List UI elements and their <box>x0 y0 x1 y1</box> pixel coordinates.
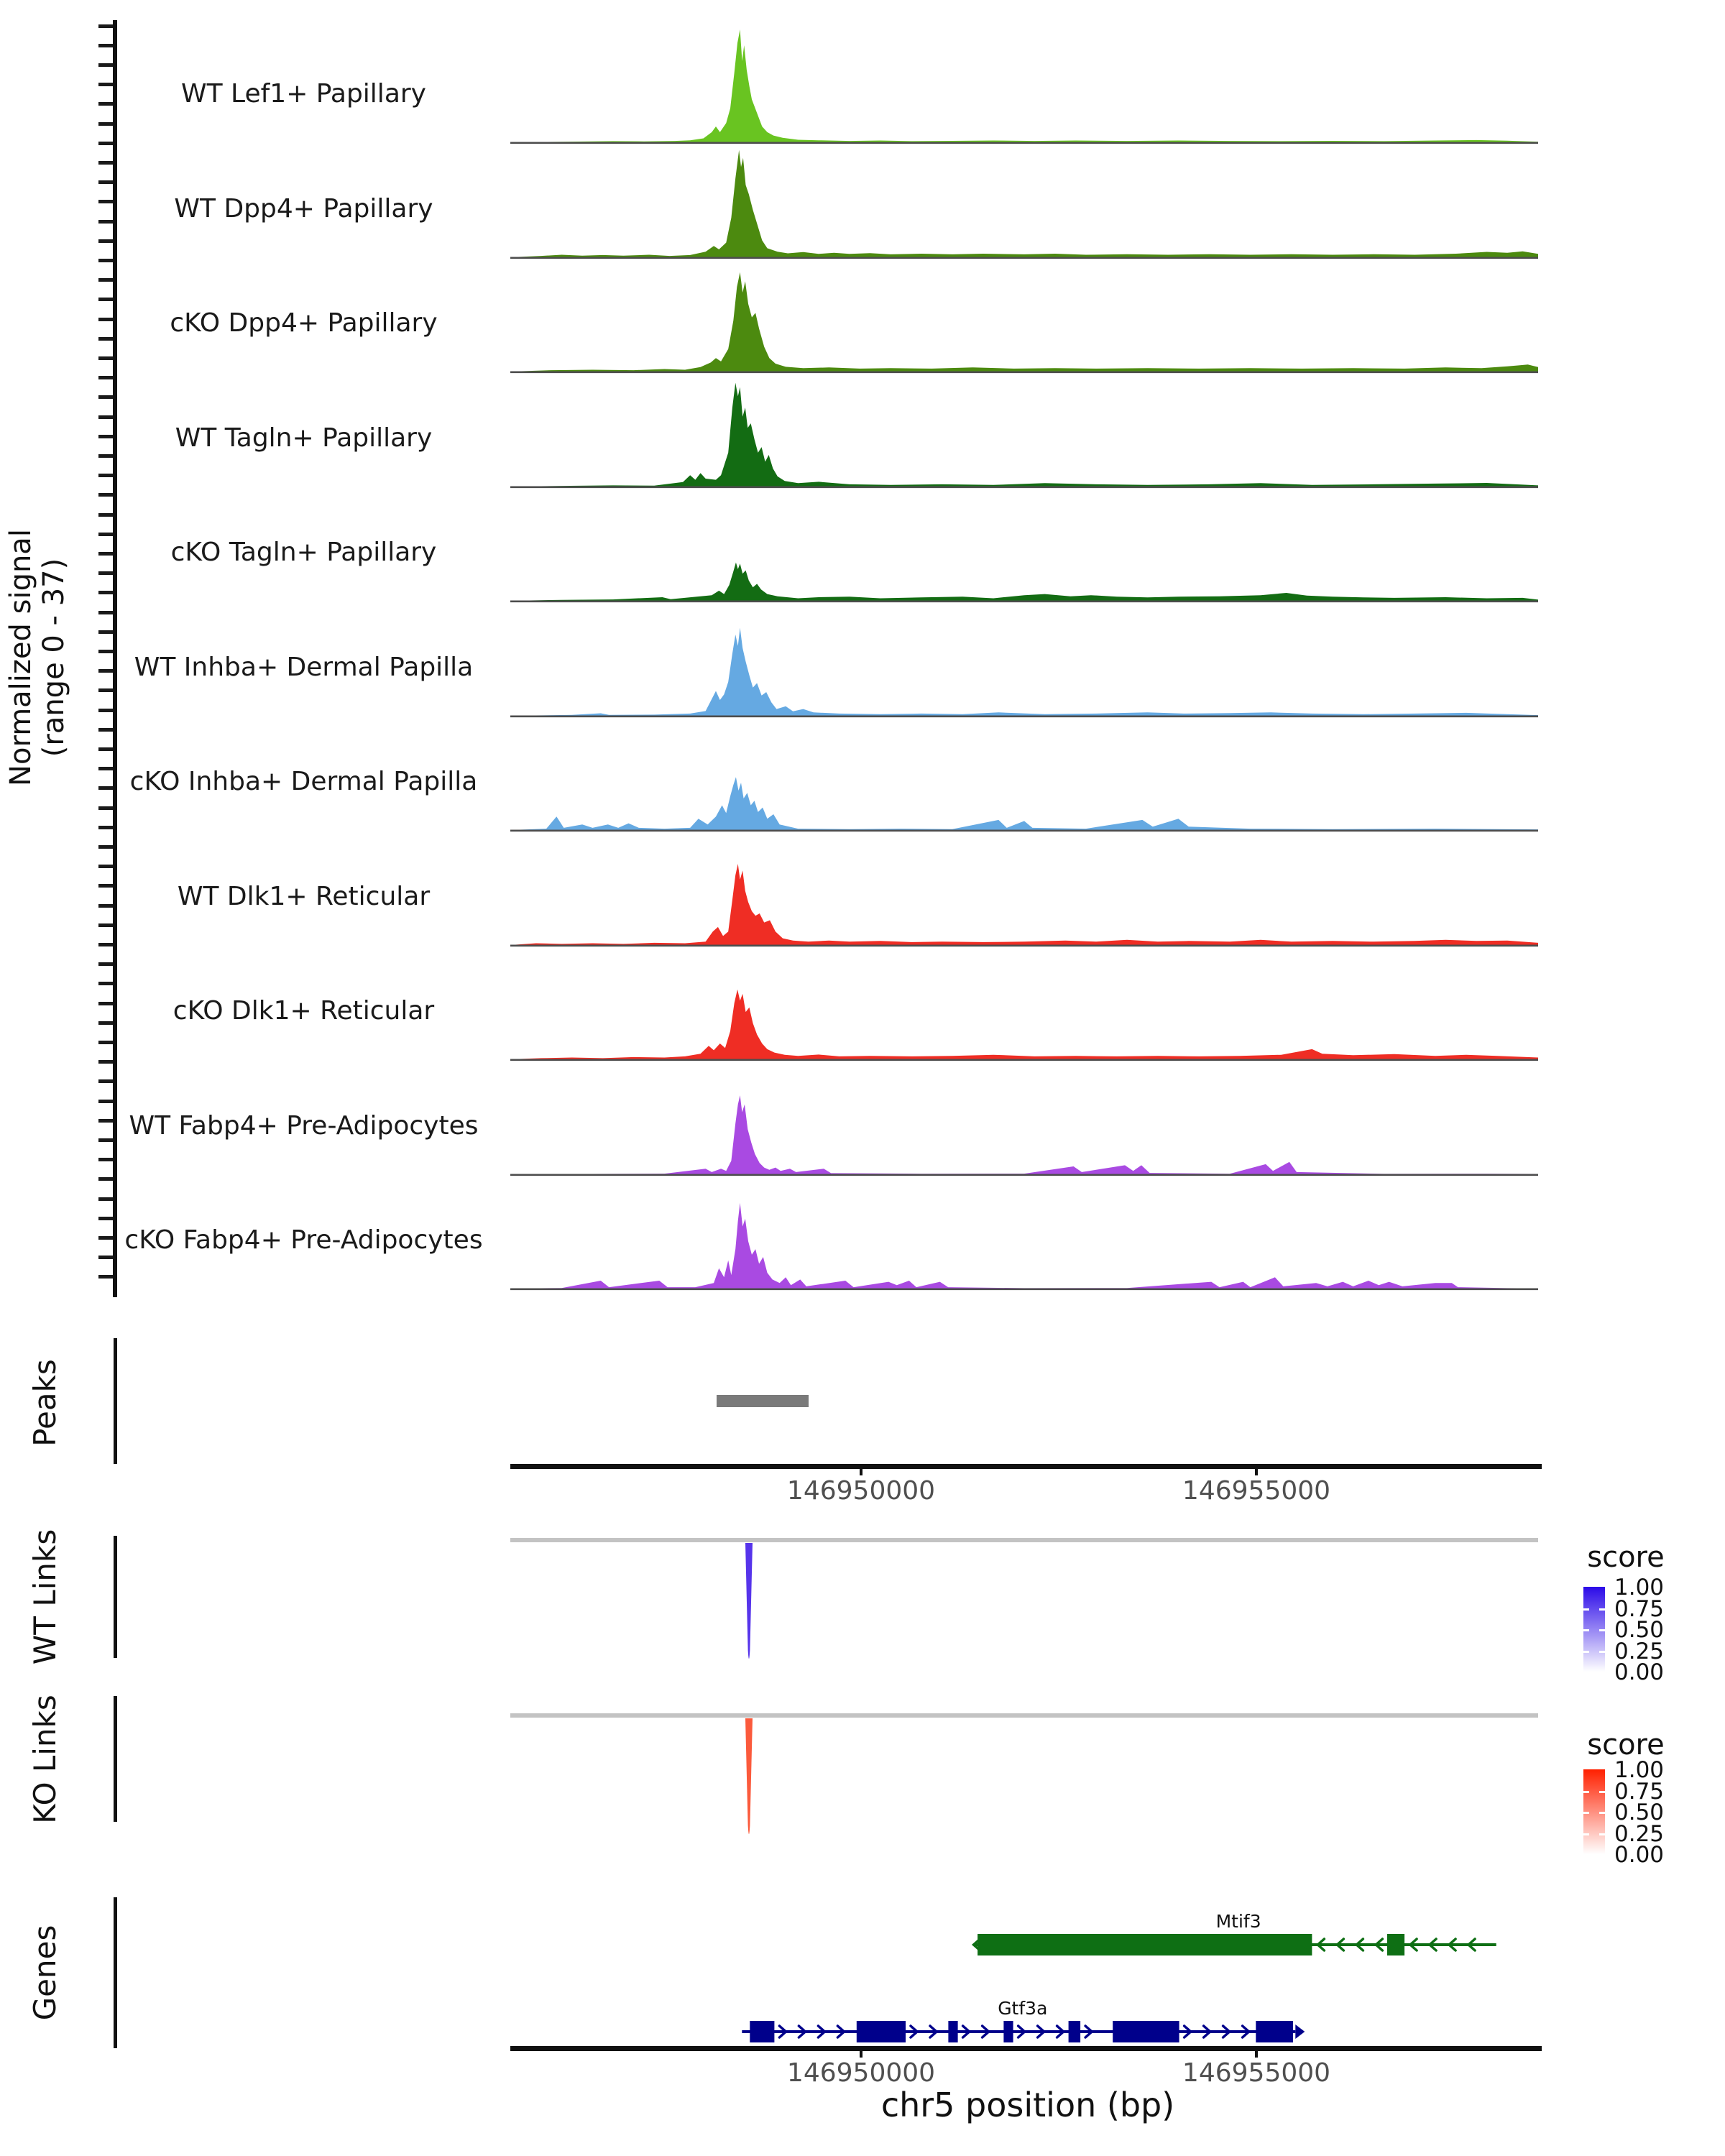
genes-svg <box>503 1897 1560 2050</box>
track-signal-2 <box>510 257 1538 374</box>
gene-exon-Mtif3 <box>1387 1934 1404 1955</box>
kospike-svg <box>745 1718 753 1846</box>
gene-name-Mtif3: Mtif3 <box>1215 1911 1261 1932</box>
legend-tick-label: 0.50 <box>1614 1800 1665 1825</box>
x-axis-label: chr5 position (bp) <box>880 2086 1175 2124</box>
track-area-5 <box>510 628 1538 717</box>
wt-links-section-label: WT Links <box>27 1529 63 1665</box>
peak-interval <box>717 1395 809 1407</box>
ko-links-section-label: KO Links <box>27 1695 63 1824</box>
track-signal-7 <box>510 830 1538 947</box>
legend-gradient-tick <box>1599 1608 1605 1611</box>
gene-name-Gtf3a: Gtf3a <box>998 1998 1048 2019</box>
gene-exon-Gtf3a <box>857 2021 906 2042</box>
signal-axis-tick <box>98 24 113 28</box>
track-area-4 <box>510 563 1538 601</box>
legend-tick-label: 0.75 <box>1614 1779 1665 1805</box>
track-signal-9 <box>510 1059 1538 1176</box>
ko-links-section-axis <box>114 1696 117 1822</box>
signal-axis-title-line2: (range 0 - 37) <box>37 558 70 757</box>
track-area-1 <box>510 150 1538 257</box>
x-axis-ticklabel: 146950000 <box>786 1476 936 1506</box>
genes-section-label: Genes <box>27 1925 63 2021</box>
x-axis-ticklabel: 146955000 <box>1182 1476 1331 1506</box>
track-label-3: WT Tagln+ Papillary <box>175 423 433 453</box>
legend-tick-label: 0.25 <box>1614 1639 1665 1664</box>
signal-axis-title <box>4 529 70 786</box>
x-axis-2 <box>510 2046 1542 2051</box>
peaks-section-axis <box>114 1338 117 1464</box>
legend-gradient-tick <box>1583 1791 1589 1793</box>
legend-gradient-tick <box>1599 1833 1605 1835</box>
gene-exon-Mtif3 <box>978 1934 1312 1955</box>
legend-tick-label: 1.00 <box>1614 1757 1665 1783</box>
legend-tick-label: 0.75 <box>1614 1596 1665 1622</box>
genes-section-axis <box>114 1897 117 2048</box>
track-label-6: cKO Inhba+ Dermal Papilla <box>129 766 478 796</box>
track-signal-0 <box>510 27 1538 144</box>
legend-tick-label: 0.25 <box>1614 1821 1665 1847</box>
track-signal-4 <box>510 486 1538 603</box>
track-area-0 <box>510 29 1538 142</box>
track-signal-5 <box>510 601 1538 718</box>
track-label-0: WT Lef1+ Papillary <box>181 78 426 109</box>
legend-gradient-tick <box>1583 1812 1589 1814</box>
track-signal-8 <box>510 944 1538 1061</box>
wt-links-section-axis <box>114 1536 117 1658</box>
x-axis-tickmark <box>860 2050 862 2058</box>
track-area-7 <box>510 864 1538 945</box>
track-label-5: WT Inhba+ Dermal Papilla <box>134 652 474 682</box>
x-axis-tickmark <box>1255 2050 1258 2058</box>
gene-exon-Gtf3a <box>750 2021 774 2042</box>
link-arc-shape <box>745 1543 753 1659</box>
gene-exon-Gtf3a <box>1069 2021 1081 2042</box>
track-signal-6 <box>510 715 1538 832</box>
legend-tick-label: 0.50 <box>1614 1617 1665 1643</box>
gene-exon-Gtf3a <box>1113 2021 1179 2042</box>
track-signal-3 <box>510 372 1538 489</box>
track-signal-10 <box>510 1174 1538 1291</box>
track-label-2: cKO Dpp4+ Papillary <box>170 308 438 338</box>
x-axis-ticklabel: 146955000 <box>1182 2058 1331 2088</box>
track-area-8 <box>510 990 1538 1059</box>
legend-gradient-tick <box>1583 1608 1589 1611</box>
legend-gradient-tick <box>1599 1791 1605 1793</box>
track-label-1: WT Dpp4+ Papillary <box>174 193 433 224</box>
track-area-3 <box>510 383 1538 487</box>
legend-gradient-tick <box>1599 1651 1605 1653</box>
link-arc-shape <box>745 1718 753 1834</box>
legend-tick-label: 0.00 <box>1614 1659 1665 1685</box>
track-label-10: cKO Fabp4+ Pre-Adipocytes <box>124 1225 483 1255</box>
track-label-4: cKO Tagln+ Papillary <box>170 537 437 567</box>
legend-gradient-tick <box>1599 1812 1605 1814</box>
track-label-9: WT Fabp4+ Pre-Adipocytes <box>129 1110 479 1141</box>
signal-axis-title-line1: Normalized signal <box>4 529 37 786</box>
x-axis-1 <box>510 1464 1542 1469</box>
x-axis-ticklabel: 146950000 <box>786 2058 936 2088</box>
track-label-7: WT Dlk1+ Reticular <box>177 881 431 911</box>
ko-links-baseline <box>510 1713 1538 1718</box>
peaks-section-label: Peaks <box>27 1359 63 1447</box>
track-label-8: cKO Dlk1+ Reticular <box>172 995 435 1026</box>
gene-end-arrowhead <box>1295 2024 1305 2039</box>
gene-exon-Gtf3a <box>1003 2021 1013 2042</box>
gene-exon-Gtf3a <box>1256 2021 1293 2042</box>
x-axis-tickmark <box>860 1468 862 1475</box>
legend-tick-label: 1.00 <box>1614 1575 1665 1600</box>
gene-exon-Gtf3a <box>948 2021 957 2042</box>
legend-gradient-tick <box>1583 1629 1589 1631</box>
track-area-6 <box>510 777 1538 830</box>
legend-gradient-tick <box>1583 1833 1589 1835</box>
track-area-2 <box>510 272 1538 372</box>
x-axis-tickmark <box>1255 1468 1258 1475</box>
track-area-10 <box>510 1203 1538 1289</box>
legend-tick-label: 0.00 <box>1614 1842 1665 1868</box>
track-area-9 <box>510 1095 1538 1174</box>
wt-links-baseline <box>510 1538 1538 1542</box>
ko-links-legend-title: score <box>1587 1728 1665 1761</box>
wt-links-legend-title: score <box>1587 1541 1665 1574</box>
track-signal-1 <box>510 142 1538 259</box>
wtspike-svg <box>745 1542 753 1670</box>
legend-gradient-tick <box>1599 1629 1605 1631</box>
legend-gradient-tick <box>1583 1651 1589 1653</box>
